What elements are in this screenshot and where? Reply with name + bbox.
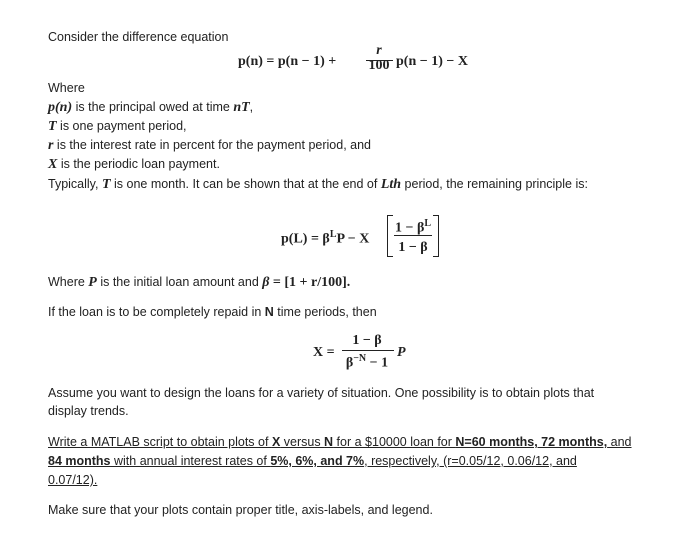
def-X: X is the periodic loan payment. <box>48 157 220 172</box>
eq3-rhs: P <box>397 345 406 360</box>
eq1-numerator: r <box>376 43 382 58</box>
def-r: r is the interest rate in percent for the payment period, and <box>48 138 371 153</box>
where-P-text: Where P is the initial loan amount and β = [1 + r/100]. <box>48 275 351 290</box>
typically-text: Typically, T is one month. It can be shown that at the end of Lth period, the remaining principle is: <box>48 177 588 192</box>
eq1-fraction <box>364 43 394 73</box>
eq3-fraction-bar <box>342 350 394 351</box>
eq2-fraction-bar <box>394 235 432 236</box>
task-line-1: Write a MATLAB script to obtain plots of X versus N for a $10000 loan for N=60 months, 72 months, and <box>48 435 632 449</box>
eq2-lhs: $p(L) = \beta^LP - X$ <box>281 229 370 247</box>
eq1-denominator: 100 <box>368 58 390 73</box>
where-label: Where <box>48 81 85 95</box>
closing-text: Make sure that your plots contain proper title, axis-labels, and legend. <box>48 503 433 517</box>
def-T: T is one payment period, <box>48 119 187 134</box>
task-line-3: 0.07/12). <box>48 473 98 487</box>
eq3-fraction: 1 − β $\beta^{-N} - 1$ <box>345 333 389 371</box>
eq1-rhs: p(n − 1) − X <box>396 54 468 69</box>
eq3-lhs: X = <box>313 345 335 360</box>
eq1-lhs: p(n) = p(n − 1) + <box>238 54 337 69</box>
task-line-2: 84 months with annual interest rates of 5%, 6%, and 7%, respectively, (r=0.05/12, 0.06/12, and <box>48 454 577 468</box>
eq2-fraction: $1 - \beta^L$ 1 − β <box>394 218 432 255</box>
eq1-fraction-bar <box>366 60 393 61</box>
assume-line-2: display trends. <box>48 404 129 418</box>
def-pn: p(n) is the principal owed at time nT, <box>48 100 254 115</box>
intro-text: Consider the difference equation <box>48 30 229 44</box>
if-loan-text: If the loan is to be completely repaid in N time periods, then <box>48 305 377 319</box>
assume-line-1: Assume you want to design the loans for a variety of situation. One possibility is to obtain plots that <box>48 386 595 400</box>
